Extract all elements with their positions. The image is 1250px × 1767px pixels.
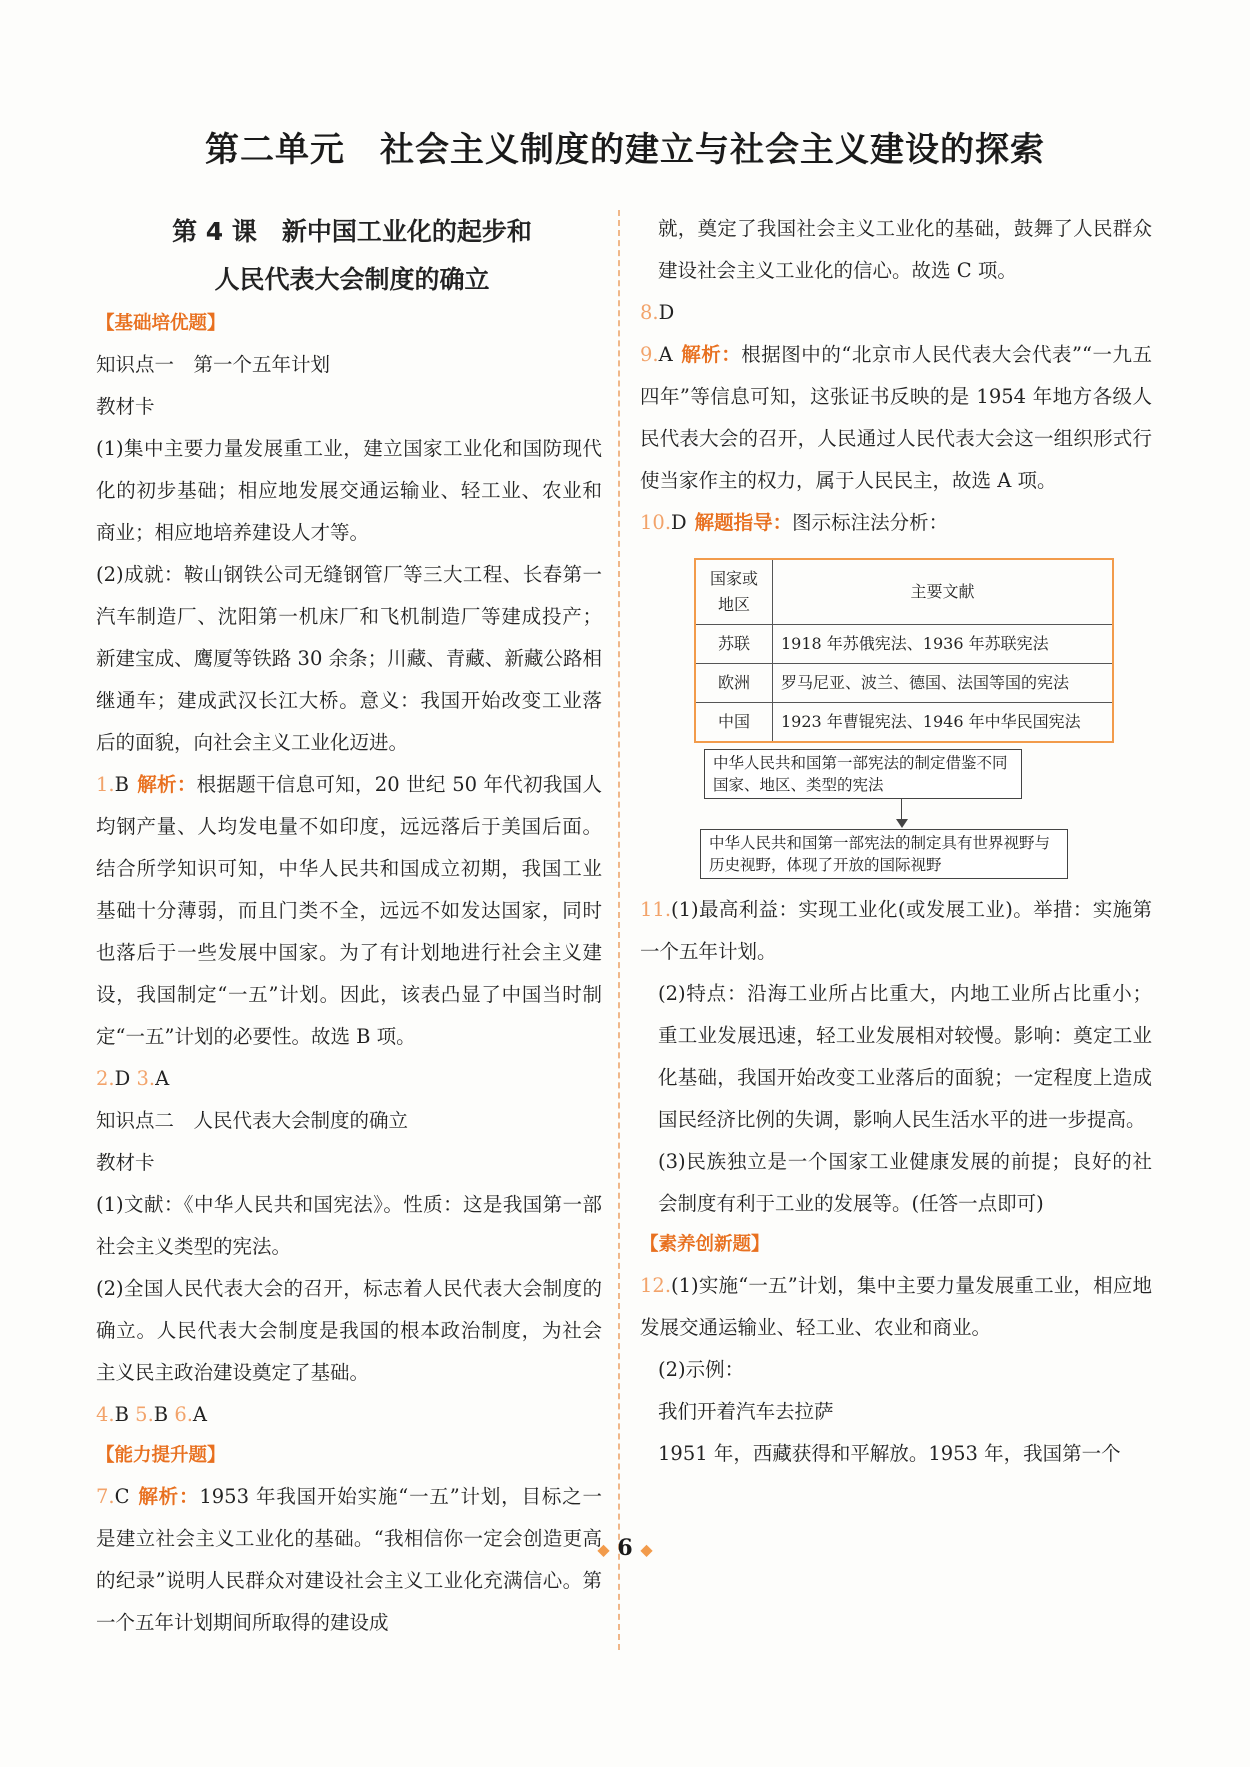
question-12-number: 12. — [640, 1274, 672, 1297]
question-2-answer: D — [114, 1067, 131, 1090]
flow-box-reference: 中华人民共和国第一部宪法的制定借鉴不同国家、地区、类型的宪法 — [704, 749, 1022, 799]
constitution-table — [694, 558, 1114, 743]
table-cell-docs: 罗马尼亚、波兰、德国、法国等国的宪法 — [773, 664, 1114, 703]
kp1-paragraph-1: (1)集中主要力量发展重工业，建立国家工业化和国防现代化的初步基础；相应地发展交通运输业、轻工业、农业和商业；相应地培养建设人才等。 — [96, 437, 602, 544]
questions-2-3 — [96, 1058, 602, 1100]
question-4-number: 4. — [96, 1403, 115, 1426]
question-11-number: 11. — [640, 898, 672, 921]
question-1-number: 1. — [96, 773, 115, 796]
table-header-row — [695, 559, 1113, 625]
question-9-number: 9. — [640, 343, 659, 366]
question-7-answer: C — [114, 1485, 130, 1508]
question-10-number: 10. — [640, 511, 672, 534]
column-divider — [618, 210, 620, 1650]
down-arrow-icon — [895, 799, 909, 829]
section-innovation: 【素养创新题】 — [640, 1234, 770, 1255]
question-10-tag: 解题指导： — [694, 511, 793, 534]
question-11-part-3: (3)民族独立是一个国家工业健康发展的前提；良好的社会制度有利于工业的发展等。(任答一点即可) — [658, 1150, 1152, 1215]
question-12 — [640, 1265, 1152, 1349]
kp2-paragraph-2: (2)全国人民代表大会的召开，标志着人民代表大会制度的确立。人民代表大会制度是我国的根本政治制度，为社会主义民主政治建设奠定了基础。 — [96, 1277, 602, 1384]
kp1-paragraph-2: (2)成就：鞍山钢铁公司无缝钢管厂等三大工程、长春第一汽车制造厂、沈阳第一机床厂和飞机制造厂等建成投产；新建宝成、鹰厦等铁路 30 余条；川藏、青藏、新藏公路相继通车；建成武汉长江大桥。意义：我国开始改变工业落后的面貌，向社会主义工业化迈进。 — [96, 563, 602, 754]
right-column — [640, 208, 1152, 1475]
page-number-left-ornament-icon: ◆ — [597, 1540, 610, 1559]
question-7-number: 7. — [96, 1485, 115, 1508]
questions-4-6 — [96, 1394, 602, 1436]
question-5-number: 5. — [135, 1403, 154, 1426]
section-basic: 【基础培优题】 — [96, 313, 226, 334]
question-12-essay-title: 我们开着汽车去拉萨 — [658, 1400, 834, 1423]
page-number: 6 — [617, 1535, 633, 1561]
table-header-region: 国家或地区 — [695, 559, 773, 625]
question-1-answer: B — [114, 773, 129, 796]
question-11-part-1: (1)最高利益：实现工业化(或发展工业)。举措：实施第一个五年计划。 — [640, 898, 1152, 963]
flow-box-conclusion: 中华人民共和国第一部宪法的制定具有世界视野与历史视野，体现了开放的国际视野 — [700, 829, 1068, 879]
question-3-number: 3. — [136, 1067, 156, 1090]
unit-title: 第二单元 社会主义制度的建立与社会主义建设的探索 — [205, 130, 1045, 170]
textbook-card-2: 教材卡 — [96, 1151, 155, 1174]
question-3-answer: A — [155, 1067, 170, 1090]
kp2-paragraph-1: (1)文献：《中华人民共和国宪法》。性质：这是我国第一部社会主义类型的宪法。 — [96, 1193, 602, 1258]
section-ability: 【能力提升题】 — [96, 1445, 226, 1466]
analysis-flow — [700, 749, 1152, 879]
question-9-tag: 解析： — [680, 343, 742, 366]
question-11-part-2: (2)特点：沿海工业所占比重大，内地工业所占比重小；重工业发展迅速，轻工业发展相对较慢。影响：奠定工业化基础，我国开始改变工业落后的面貌；一定程度上造成国民经济比例的失调，影响人民生活水平的进一步提高。 — [658, 982, 1152, 1131]
table-cell-region: 苏联 — [695, 625, 773, 664]
table-row — [695, 625, 1113, 664]
question-8-answer: D — [658, 301, 675, 324]
question-9-answer: A — [658, 343, 673, 366]
page-number-block — [560, 1535, 690, 1561]
page-number-right-ornament-icon: ◆ — [640, 1540, 653, 1559]
question-11 — [640, 889, 1152, 973]
table-cell-docs: 1923 年曹锟宪法、1946 年中华民国宪法 — [773, 703, 1114, 743]
question-7-text: 1953 年我国开始实施“一五”计划，目标之一是建立社会主义工业化的基础。“我相信你一定会创造更高的纪录”说明人民群众对建设社会主义工业化充满信心。第一个五年计划期间所取得的建设成 — [96, 1485, 602, 1634]
question-10-text: 图示标注法分析： — [792, 511, 949, 534]
question-4-answer: B — [114, 1403, 129, 1426]
question-2-number: 2. — [96, 1067, 115, 1090]
question-5-answer: B — [153, 1403, 169, 1426]
question-1-text: 根据题干信息可知，20 世纪 50 年代初我国人均钢产量、人均发电量不如印度，远远落后于美国后面。结合所学知识可知，中华人民共和国成立初期，我国工业基础十分薄弱，而且门类不全，远远不如发达国家，同时也落后于一些发展中国家。为了有计划地进行社会主义建设，我国制定“一五”计划。因此，该表凸显了中国当时制定“一五”计划的必要性。故选 B 项。 — [96, 773, 602, 1048]
question-12-essay-text: 1951 年，西藏获得和平解放。1953 年，我国第一个 — [658, 1442, 1121, 1465]
question-1 — [96, 764, 602, 1058]
left-column — [96, 208, 602, 1644]
question-7-continued: 就，奠定了我国社会主义工业化的基础，鼓舞了人民群众建设社会主义工业化的信心。故选 C 项。 — [658, 217, 1152, 282]
lesson-title-line2: 人民代表大会制度的确立 — [214, 265, 490, 294]
table-cell-docs: 1918 年苏俄宪法、1936 年苏联宪法 — [773, 625, 1114, 664]
table-cell-region: 欧洲 — [695, 664, 773, 703]
table-row — [695, 664, 1113, 703]
question-1-tag: 解析： — [136, 773, 197, 796]
question-12-part-2: (2)示例： — [658, 1358, 745, 1381]
lesson-title-line1: 第 4 课 新中国工业化的起步和 — [172, 217, 532, 246]
question-6-answer: A — [192, 1403, 208, 1426]
question-12-part-1: (1)实施“一五”计划，集中主要力量发展重工业，相应地发展交通运输业、轻工业、农业和商业。 — [640, 1274, 1152, 1339]
table-row — [695, 703, 1113, 743]
question-10 — [640, 502, 1152, 544]
table-cell-region: 中国 — [695, 703, 773, 743]
question-6-number: 6. — [174, 1403, 193, 1426]
question-9 — [640, 334, 1152, 502]
question-8 — [640, 292, 1152, 334]
question-8-number: 8. — [640, 301, 659, 324]
knowledge-point-2-title: 知识点二 人民代表大会制度的确立 — [96, 1109, 409, 1132]
question-10-answer: D — [671, 511, 687, 534]
question-7 — [96, 1476, 602, 1644]
table-header-docs: 主要文献 — [773, 559, 1114, 625]
question-9-text: 根据图中的“北京市人民代表大会代表”“一九五四年”等信息可知，这张证书反映的是 1954 年地方各级人民代表大会的召开，人民通过人民代表大会这一组织形式行使当家作主的权力，属于人民民主，故选 A 项。 — [640, 343, 1152, 492]
question-7-tag: 解析： — [137, 1485, 200, 1508]
textbook-card-1: 教材卡 — [96, 395, 155, 418]
knowledge-point-1-title: 知识点一 第一个五年计划 — [96, 353, 331, 376]
